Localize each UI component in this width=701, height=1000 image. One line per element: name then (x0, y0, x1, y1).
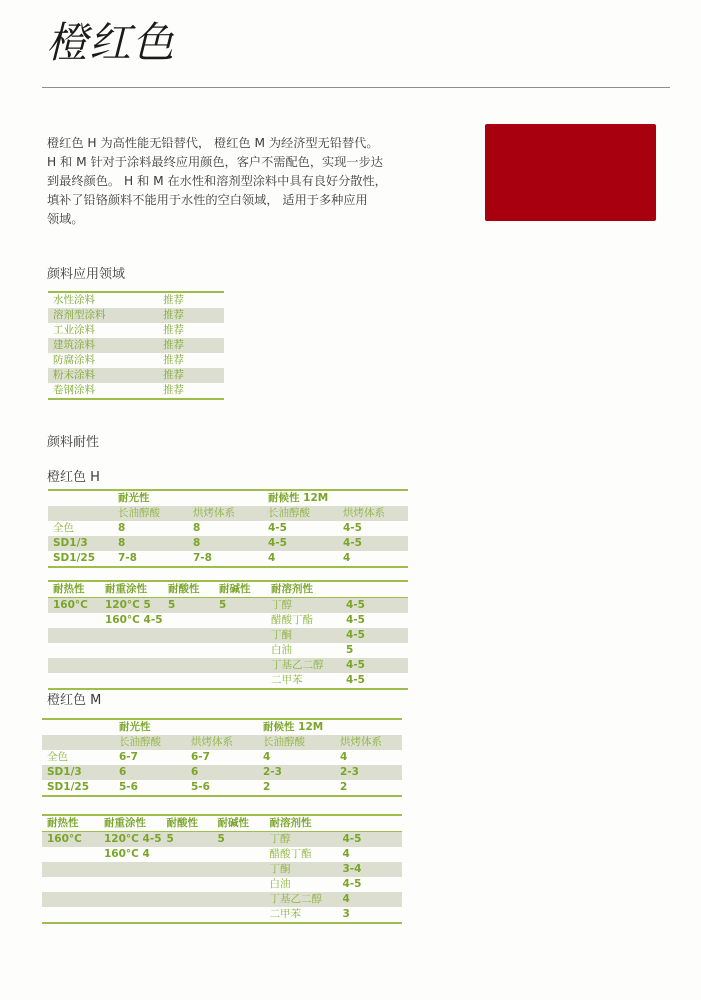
table-header-row: 耐热性 耐重涂性 耐酸性 耐碱性 耐溶剂性 (48, 581, 408, 598)
table-header-row: 耐光性 耐候性 12M (42, 719, 402, 735)
title-divider (42, 87, 670, 88)
applications-table (48, 291, 224, 400)
grade-m-title: 橙红色 M (47, 693, 102, 708)
intro-line: 领域。 (47, 212, 84, 226)
table-row: 160°C 120°C 5 5 5 丁醇 4-5 (48, 598, 408, 614)
page-title: 橙红色 (46, 18, 176, 67)
table-row: 二甲苯 3 (42, 907, 402, 923)
table-row: SD1/3 6 6 2-3 2-3 (42, 765, 402, 780)
table-row: SD1/3 8 8 4-5 4-5 (48, 536, 408, 551)
grade-h-resistance-table (48, 580, 408, 690)
table-row: 白油 4-5 (269, 878, 362, 890)
table-subheader-row: 长油醇酸 烘烤体系 长油醇酸 烘烤体系 (42, 735, 402, 750)
table-row: 丁基乙二醇 4 (42, 892, 402, 907)
table-row: 溶剂型涂料 推荐 (48, 308, 224, 323)
table-row: 丁酮 4-5 (48, 628, 408, 643)
table-row: 全色 8 8 4-5 4-5 (53, 522, 362, 534)
table-row: 工业涂料 推荐 (53, 324, 184, 336)
table-header-row: 耐光性 耐候性 12M (48, 490, 408, 506)
table-row: 丁基乙二醇 4-5 (48, 658, 408, 673)
applications-title: 颜料应用领域 (47, 267, 126, 282)
intro-line: 到最终颜色。 H 和 M 在水性和溶剂型涂料中具有良好分散性， (47, 174, 387, 188)
color-swatch (485, 124, 656, 221)
table-row: 防腐涂料 推荐 (53, 354, 184, 366)
grade-h-fastness-table (48, 489, 408, 568)
intro-line: 填补了铅铬颜料不能用于水性的空白领域， 适用于多种应用 (47, 193, 368, 207)
table-row: 粉末涂料 推荐 (48, 368, 224, 383)
table-row: 160°C 4-5 醋酸丁酯 4-5 (105, 614, 365, 626)
table-row: 水性涂料 推荐 (48, 292, 224, 308)
table-row: 白油 5 (271, 644, 354, 656)
fastness-title: 颜料耐性 (47, 435, 100, 450)
table-row: SD1/25 5-6 5-6 2 2 (42, 780, 402, 796)
table-header-row: 耐热性 耐重涂性 耐酸性 耐碱性 耐溶剂性 (42, 815, 402, 832)
table-row: 建筑涂料 推荐 (48, 338, 224, 353)
intro-line: 橙红色 H 为高性能无铅替代， 橙红色 M 为经济型无铅替代。 (47, 136, 379, 150)
grade-m-resistance-table (42, 814, 402, 924)
table-row: 卷钢涂料 推荐 (48, 383, 224, 399)
table-row: 160°C 4 醋酸丁酯 4 (104, 848, 350, 860)
table-row: 160°C 120°C 4-5 5 5 丁醇 4-5 (42, 832, 402, 848)
table-subheader-row: 长油醇酸 烘烤体系 长油醇酸 烘烤体系 (48, 506, 408, 521)
table-row: 二甲苯 4-5 (48, 673, 408, 689)
intro-paragraph (47, 134, 427, 229)
table-row: 丁酮 3-4 (42, 862, 402, 877)
table-row: 全色 6-7 6-7 4 4 (47, 751, 348, 763)
intro-line: H 和 M 针对于涂料最终应用颜色，客户不需配色，实现一步达 (47, 155, 383, 169)
grade-h-title: 橙红色 H (47, 470, 100, 485)
grade-m-fastness-table (42, 718, 402, 797)
table-row: SD1/25 7-8 7-8 4 4 (48, 551, 408, 567)
